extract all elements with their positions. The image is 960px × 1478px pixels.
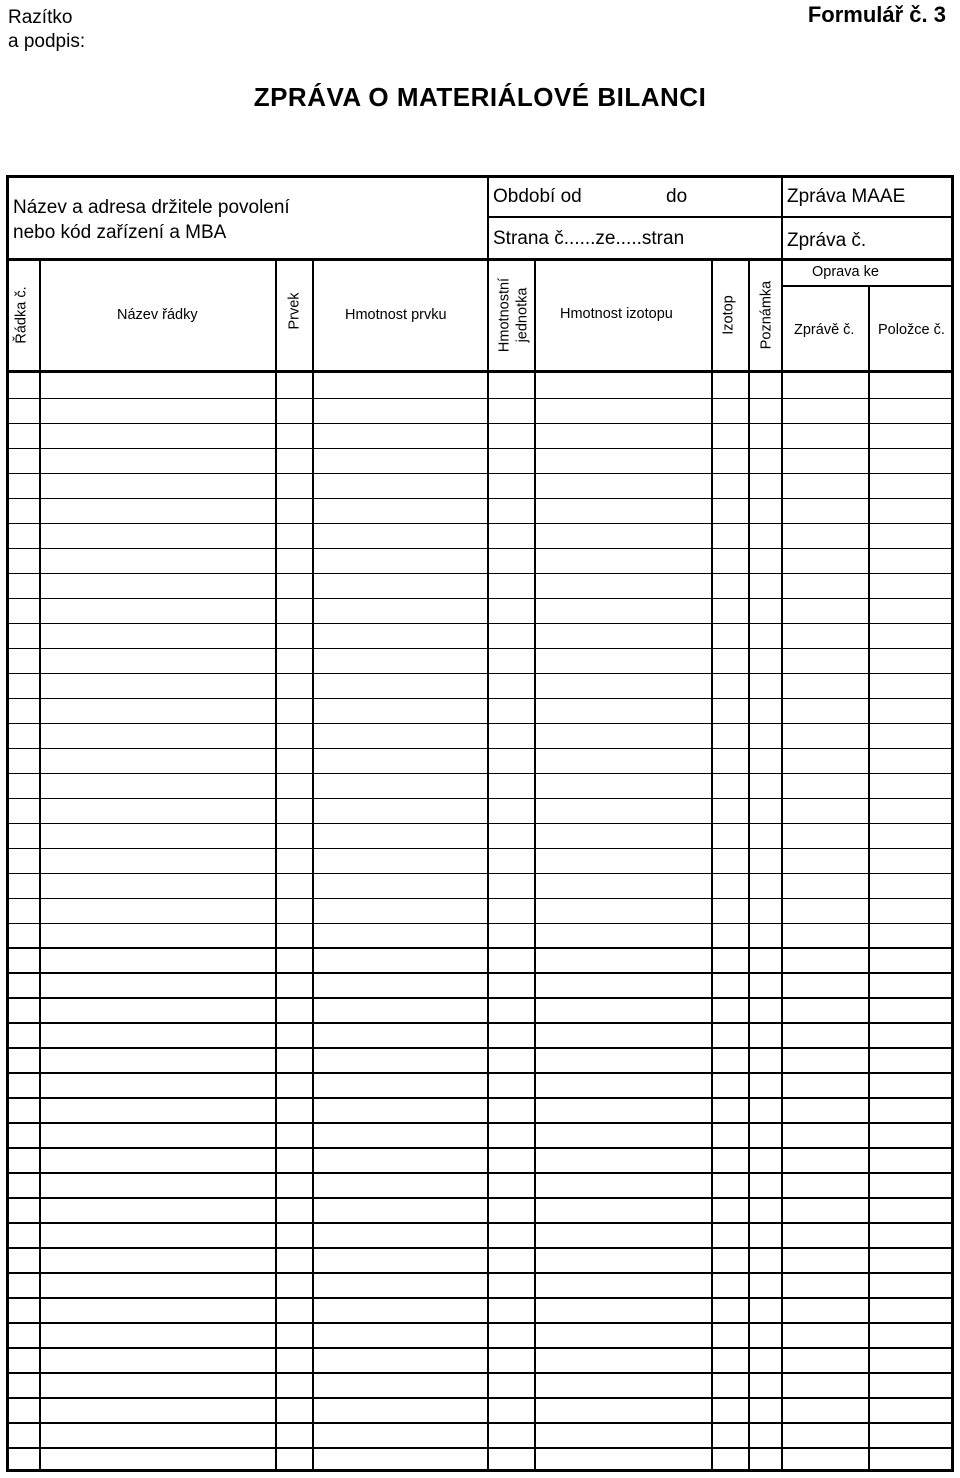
col-header-isotope-mass: Hmotnost izotopu	[560, 306, 673, 322]
table-row-line	[9, 698, 954, 700]
col-header-correction: Oprava ke	[812, 264, 879, 280]
col-line-5	[534, 258, 536, 1472]
table-row-line	[9, 997, 954, 999]
column-header-bottom	[9, 370, 954, 373]
table-row-line	[9, 523, 954, 525]
col-line-6	[711, 258, 713, 1472]
table-row-line	[9, 473, 954, 475]
col-line-2	[275, 258, 277, 1472]
col-header-note: Poznámka	[758, 280, 775, 350]
table-row-line	[9, 723, 954, 725]
table-row-line	[9, 1197, 954, 1199]
iaea-report-label: Zpráva MAAE	[787, 186, 906, 207]
table-row-line	[9, 673, 954, 675]
table-row-line	[9, 1272, 954, 1274]
table-row-line	[9, 423, 954, 425]
header-vdivider-2	[781, 178, 783, 258]
col-header-row-name: Název řádky	[117, 307, 198, 323]
material-balance-form	[6, 175, 954, 1472]
holder-name-line1: Název a adresa držitele povolení	[13, 197, 290, 218]
page-info-label: Strana č......ze.....stran	[493, 228, 685, 249]
table-row-line	[9, 873, 954, 875]
form-number: Formulář č. 3	[807, 2, 946, 27]
col-header-mass-unit-line1: Hmotnostní	[496, 277, 513, 353]
table-row-line	[9, 623, 954, 625]
table-row-line	[9, 823, 954, 825]
table-row-line	[9, 773, 954, 775]
col-line-7	[748, 258, 750, 1472]
col-header-correction-report: Zprávě č.	[794, 322, 855, 338]
report-number-label: Zpráva č.	[787, 230, 867, 251]
table-row-line	[9, 573, 954, 575]
table-row-line	[9, 1372, 954, 1374]
header-vdivider-1	[487, 178, 489, 258]
table-row-line	[9, 972, 954, 974]
header-divider-mid	[487, 216, 954, 218]
col-header-isotope: Izotop	[720, 295, 737, 335]
table-row-line	[9, 848, 954, 850]
stamp-label-line2: a podpis:	[8, 31, 86, 52]
table-row-line	[9, 548, 954, 550]
holder-name-line2: nebo kód zařízení a MBA	[13, 222, 227, 243]
header-divider-bottom	[9, 258, 954, 261]
col-header-element: Prvek	[286, 292, 303, 330]
period-to-label: do	[666, 186, 688, 207]
col-line-9	[868, 285, 870, 1472]
table-row-line	[9, 748, 954, 750]
col-line-4	[487, 258, 489, 1472]
table-row-line	[9, 448, 954, 450]
table-row-line	[9, 1347, 954, 1349]
table-row-line	[9, 798, 954, 800]
col-line-8	[781, 258, 783, 1472]
table-row-line	[9, 498, 954, 500]
col-header-element-mass: Hmotnost prvku	[345, 307, 447, 323]
table-row-line	[9, 898, 954, 900]
table-row-line	[9, 1397, 954, 1399]
table-row-line	[9, 1222, 954, 1224]
table-row-line	[9, 1297, 954, 1299]
table-row-line	[9, 1172, 954, 1174]
col-header-row-no: Řádka č.	[13, 286, 30, 344]
col-line-1	[39, 258, 41, 1472]
table-row-line	[9, 1022, 954, 1024]
table-row-line	[9, 1097, 954, 1099]
table-row-line	[9, 598, 954, 600]
table-row-line	[9, 923, 954, 925]
table-row-line	[9, 1122, 954, 1124]
table-row-line	[9, 648, 954, 650]
table-row-line	[9, 1047, 954, 1049]
table-row-line	[9, 1147, 954, 1149]
stamp-signature-label	[8, 6, 85, 54]
table-row-line	[9, 947, 954, 949]
col-line-3	[312, 258, 314, 1472]
period-from-label: Období od	[493, 186, 582, 207]
table-row-line	[9, 1422, 954, 1424]
col-header-correction-item: Položce č.	[878, 322, 945, 338]
table-row-line	[9, 1247, 954, 1249]
table-row-line	[9, 398, 954, 400]
table-row-line	[9, 1072, 954, 1074]
stamp-label-line1: Razítko	[8, 7, 73, 28]
page-title: ZPRÁVA O MATERIÁLOVÉ BILANCI	[253, 82, 707, 112]
table-row-line	[9, 1447, 954, 1449]
col-header-mass-unit-line2: jednotka	[514, 287, 531, 343]
table-row-line	[9, 1322, 954, 1324]
